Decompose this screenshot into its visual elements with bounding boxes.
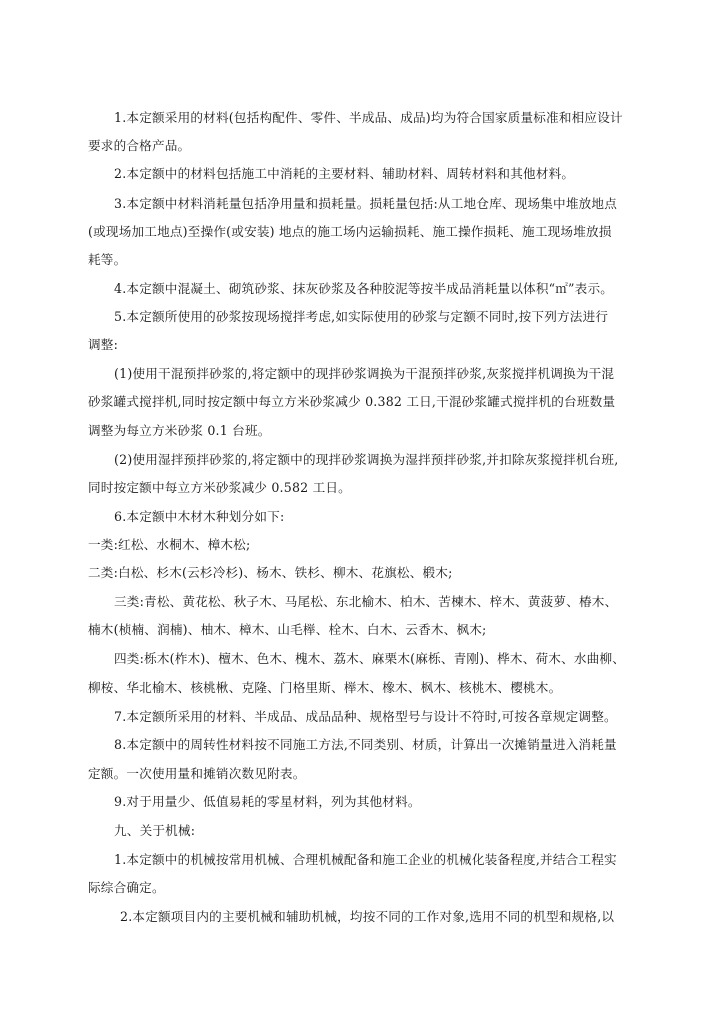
paragraph-line: 7.本定额所采用的材料、半成品、成品品种、规格型号与设计不符时,可按各章规定调整。 <box>114 709 617 724</box>
paragraph-line: 二类:白松、杉木(云杉冷杉)、杨木、铁杉、柳木、花旗松、椴木; <box>88 565 453 580</box>
paragraph-line: 一类:红松、水桐木、樟木松; <box>88 537 251 552</box>
paragraph-line: 6.本定额中木材木种划分如下: <box>114 509 285 524</box>
paragraph-line: 定额。一次使用量和摊销次数见附表。 <box>88 766 306 781</box>
paragraph-line: (或现场加工地点)至操作(或安装) 地点的施工场内运输损耗、施工操作损耗、施工现场堆放损 <box>88 224 612 239</box>
paragraph-line: 2.本定额中的材料包括施工中消耗的主要材料、辅助材料、周转材料和其他材料。 <box>114 166 575 181</box>
paragraph-line: 调整: <box>88 337 119 352</box>
paragraph-line: 2.本定额项目内的主要机械和辅助机械，均按不同的工作对象,选用不同的机型和规格,以 <box>120 909 615 924</box>
paragraph-line: 要求的合格产品。 <box>88 138 191 153</box>
paragraph-line: (2)使用湿拌预拌砂浆的,将定额中的现拌砂浆调换为湿拌预拌砂浆,并扣除灰浆搅拌机台班, <box>114 452 619 467</box>
paragraph-line: 际综合确定。 <box>88 880 165 895</box>
paragraph-line: (1)使用干混预拌砂浆的,将定额中的现拌砂浆调换为干混预拌砂浆,灰浆搅拌机调换为干混 <box>114 366 615 381</box>
paragraph-line: 耗等。 <box>88 252 127 267</box>
paragraph-line: 三类:青松、黄花松、秋子木、马尾松、东北榆木、柏木、苦楝木、梓木、黄菠萝、椿木、 <box>114 594 618 609</box>
paragraph-line: 9.对于用量少、低值易耗的零星材料，列为其他材料。 <box>114 794 421 809</box>
paragraph-line: 1.本定额中的机械按常用机械、合理机械配备和施工企业的机械化装备程度,并结合工程实 <box>114 852 617 867</box>
paragraph-line: 1.本定额采用的材料(包括构配件、零件、半成品、成品)均为符合国家质量标准和相应设计 <box>114 110 623 125</box>
paragraph-line: 5.本定额所使用的砂浆按现场搅拌考虑,如实际使用的砂浆与定额不同时,按下列方法进行 <box>114 309 609 324</box>
paragraph-line: 砂浆罐式搅拌机,同时按定额中每立方米砂浆减少 0.382 工日,干混砂浆罐式搅拌机的台班数量 <box>88 394 616 409</box>
paragraph-line: 4.本定额中混凝土、砌筑砂浆、抹灰砂浆及各种胶泥等按半成品消耗量以体积“㎡”表示。 <box>114 281 614 296</box>
paragraph-line: 8.本定额中的周转性材料按不同施工方法,不同类别、材质，计算出一次摊销量进入消耗量 <box>114 737 617 752</box>
paragraph-line: 同时按定额中每立方米砂浆减少 0.582 工日。 <box>88 480 351 495</box>
paragraph-line: 调整为每立方米砂浆 0.1 台班。 <box>88 423 271 438</box>
paragraph-line: 四类:栎木(柞木)、檀木、色木、槐木、荔木、麻栗木(麻栎、青刚)、桦木、荷木、水曲柳、 <box>114 651 626 666</box>
paragraph-line: 柳桉、华北榆木、核桃楸、克隆、门格里斯、榉木、橡木、枫木、核桃木、樱桃木。 <box>88 680 562 695</box>
section-heading: 九、关于机械: <box>114 823 196 838</box>
paragraph-line: 楠木(桢楠、润楠)、柚木、樟木、山毛榉、栓木、白木、云香木、枫木; <box>88 622 487 637</box>
paragraph-line: 3.本定额中材料消耗量包括净用量和损耗量。损耗量包括:从工地仓库、现场集中堆放地点 <box>114 196 618 211</box>
